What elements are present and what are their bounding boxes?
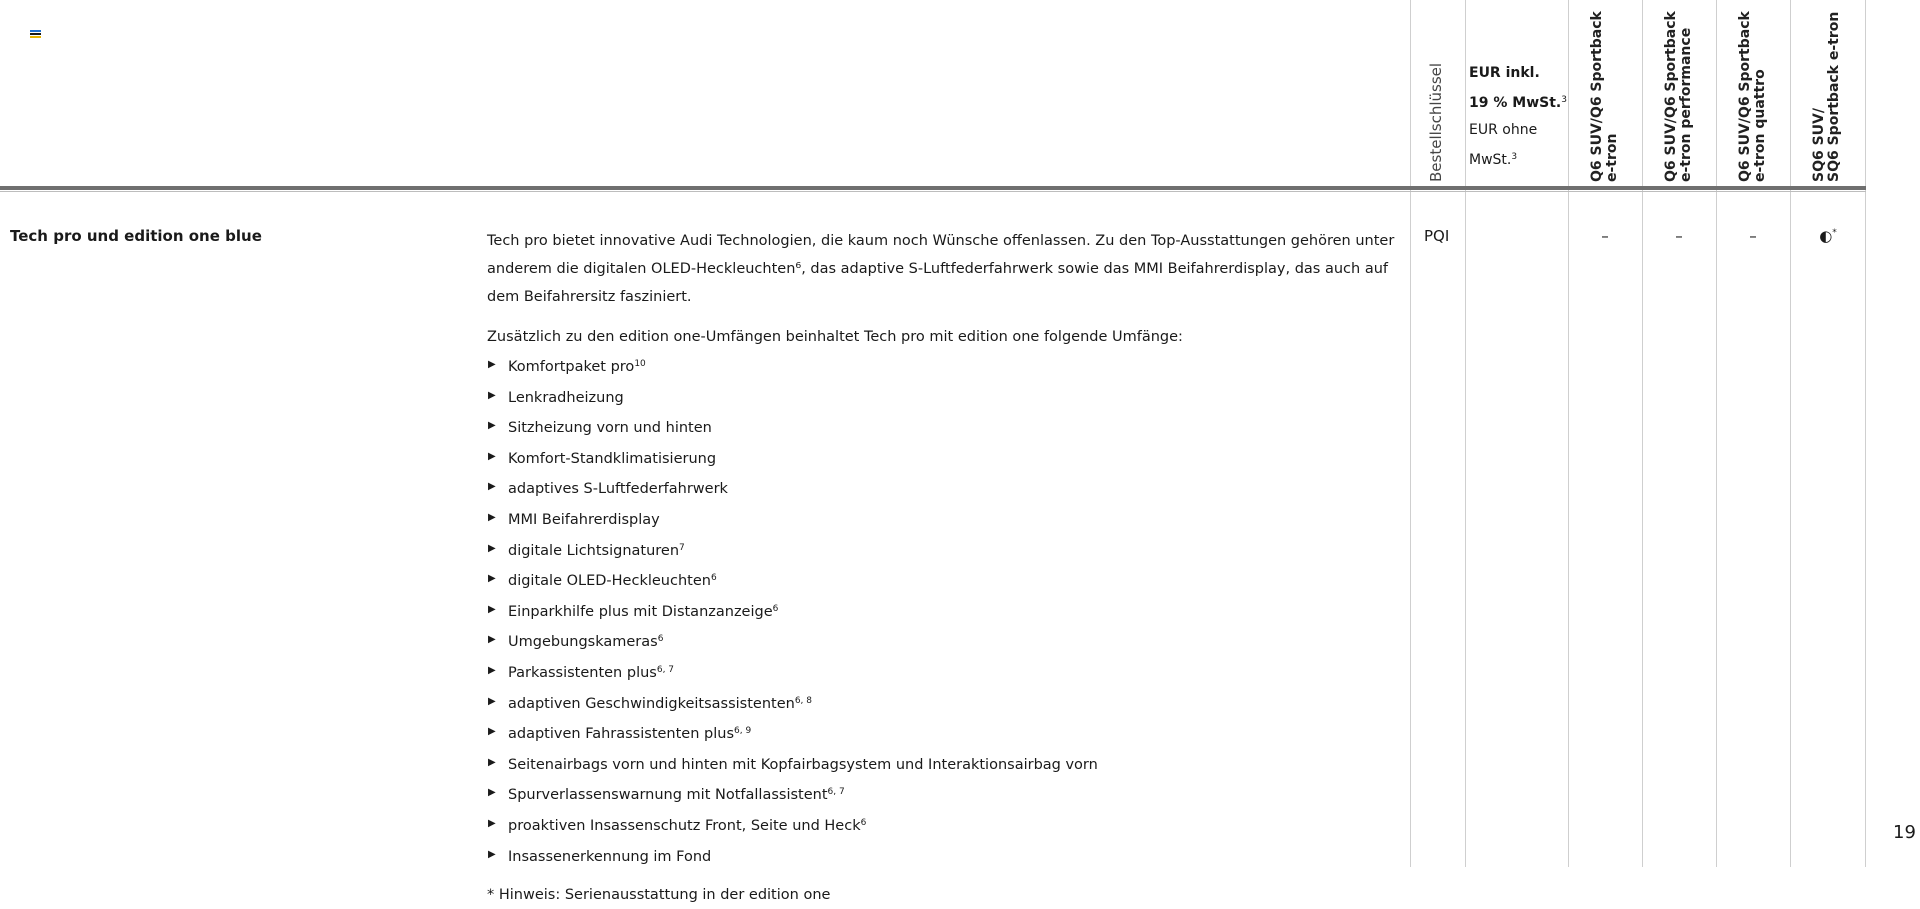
item-text: Sitzheizung vorn und hinten — [508, 420, 712, 437]
list-item — [487, 626, 1402, 657]
item-text: Parkassistenten plus — [508, 664, 657, 681]
footnote-sup: 7 — [679, 542, 685, 553]
bullet-icon: ▶ — [488, 573, 496, 585]
footnote-sup: 6, 7 — [827, 787, 845, 798]
bullet-icon: ▶ — [488, 848, 496, 860]
list-item — [487, 504, 1402, 535]
bullet-icon: ▶ — [488, 817, 496, 829]
bullet-icon: ▶ — [488, 389, 496, 401]
model-header-q6-etron — [1590, 11, 1620, 182]
column-divider — [1790, 0, 1791, 867]
item-text: digitale Lichtsignaturen — [508, 542, 680, 559]
bullet-icon: ▶ — [488, 726, 496, 738]
model-header-line: e-tron quattro — [1752, 69, 1768, 182]
footnote-sup: 3 — [1511, 152, 1518, 162]
header-rule-thin — [0, 191, 1866, 192]
item-text: Umgebungskameras — [508, 634, 658, 651]
page-number: 19 — [1893, 822, 1916, 843]
footnote-sup: 6, 9 — [734, 726, 752, 737]
list-item — [487, 810, 1402, 841]
list-item — [487, 688, 1402, 719]
list-item — [487, 412, 1402, 443]
availability-q6-quattro — [1718, 227, 1788, 245]
list-item — [487, 565, 1402, 596]
model-header-line: Q6 SUV/Q6 Sportback — [1737, 11, 1753, 182]
model-header-line: SQ6 Sportback e-tron — [1826, 11, 1842, 182]
item-text: adaptives S-Luftfederfahrwerk — [508, 481, 728, 498]
row-title: Tech pro und edition one blue — [10, 227, 262, 245]
availability-mark: – — [1675, 227, 1683, 245]
price-header — [1469, 60, 1567, 174]
order-key-header: Bestellschlüssel — [1427, 62, 1445, 182]
list-item — [487, 351, 1402, 382]
price-excl-line2: MwSt. — [1469, 152, 1512, 168]
footnote-sup: 6 — [860, 817, 867, 828]
footnote-sup: 6, 7 — [656, 664, 675, 675]
footnote-sup: 6 — [710, 573, 717, 584]
availability-q6-performance — [1644, 227, 1714, 245]
row-description — [487, 227, 1402, 909]
order-code: PQI — [1424, 227, 1450, 245]
header-rule — [0, 186, 1866, 190]
price-excl-line1: EUR ohne — [1469, 122, 1538, 138]
model-header-q6-quattro — [1738, 11, 1768, 182]
footnote-sup: 6 — [772, 603, 779, 614]
availability-q6-etron — [1570, 227, 1640, 245]
bullet-icon: ▶ — [488, 420, 496, 432]
item-text: Komfortpaket pro — [508, 359, 635, 375]
bullet-icon: ▶ — [488, 481, 496, 493]
bullet-icon: ▶ — [488, 511, 496, 523]
bullet-icon: ▶ — [488, 359, 496, 370]
bullet-icon: ▶ — [488, 603, 496, 615]
list-item — [487, 535, 1402, 566]
column-divider — [1642, 0, 1643, 867]
footnote-note: * Hinweis: Serienausstattung in der edition one — [487, 887, 831, 904]
model-header-line: e-tron performance — [1678, 27, 1694, 182]
price-incl-line1: EUR inkl. — [1469, 65, 1540, 81]
list-item — [487, 749, 1402, 780]
half-circle-icon: ◐ — [1819, 227, 1833, 245]
item-text: Seitenairbags vorn und hinten mit Kopfairbagsystem und Interaktionsairbag vorn — [508, 756, 1098, 773]
item-text: proaktiven Insassenschutz Front, Seite und Heck — [508, 817, 861, 834]
column-divider — [1568, 0, 1569, 867]
list-item — [487, 718, 1402, 749]
list-item — [487, 382, 1402, 413]
bullet-icon: ▶ — [488, 542, 496, 554]
list-item — [487, 443, 1402, 474]
item-text: Einparkhilfe plus mit Distanzanzeige — [508, 603, 773, 620]
feature-list — [487, 351, 1402, 871]
model-header-q6-performance — [1664, 11, 1694, 182]
item-text: Spurverlassenswarnung mit Notfallassistent — [508, 787, 828, 804]
column-divider — [1716, 0, 1717, 867]
item-text: adaptiven Geschwindigkeitsassistenten — [508, 695, 795, 712]
column-divider — [1865, 0, 1866, 867]
lead-text: Zusätzlich zu den edition one-Umfängen beinhaltet Tech pro mit edition one folgende Umfänge: — [487, 329, 1183, 345]
availability-sq6 — [1793, 227, 1863, 245]
footnote-sup: 6, 8 — [794, 695, 813, 706]
list-item — [487, 779, 1402, 810]
brand-logo-icon — [30, 30, 41, 40]
footnote-sup: 6 — [657, 634, 664, 645]
model-header-line: e-tron — [1604, 133, 1620, 182]
column-divider — [1410, 0, 1411, 867]
bullet-icon: ▶ — [488, 634, 496, 646]
footnote-sup: 3 — [1561, 95, 1567, 105]
bullet-icon: ▶ — [488, 450, 496, 462]
item-text: adaptiven Fahrassistenten plus — [508, 726, 734, 743]
model-header-sq6 — [1812, 12, 1842, 182]
footnote-sup: 10 — [634, 359, 646, 369]
column-divider — [1465, 0, 1466, 867]
bullet-icon: ▶ — [488, 756, 496, 768]
availability-mark: – — [1749, 227, 1757, 245]
price-incl-line2: 19 % MwSt. — [1469, 95, 1562, 111]
bullet-icon: ▶ — [488, 664, 496, 676]
intro-text: Tech pro bietet innovative Audi Technologien, die kaum noch Wünsche offenlassen. Zu den Top-Ausstattungen gehören unter anderem die digitalen OLED-Heckleuchten⁶, das adaptive S-Luftfederfahrwerk sowie das MMI Beifahrerdisplay, das auch auf dem Beifahrersitz fasziniert. — [487, 233, 1395, 305]
item-text: Komfort-Standklimatisierung — [508, 450, 717, 467]
list-item — [487, 657, 1402, 688]
model-header-line: Q6 SUV/Q6 Sportback — [1589, 11, 1605, 182]
item-text: digitale OLED-Heckleuchten — [508, 573, 711, 590]
model-header-line: Q6 SUV/Q6 Sportback — [1663, 11, 1679, 182]
item-text: MMI Beifahrerdisplay — [508, 511, 660, 528]
item-text: Insassenerkennung im Fond — [508, 848, 712, 865]
bullet-icon: ▶ — [488, 695, 496, 707]
availability-mark: – — [1601, 227, 1609, 245]
availability-sup: * — [1832, 228, 1837, 238]
model-header-line: SQ6 SUV/ — [1811, 108, 1827, 182]
bullet-icon: ▶ — [488, 787, 496, 799]
list-item — [487, 596, 1402, 627]
list-item — [487, 473, 1402, 504]
item-text: Lenkradheizung — [508, 389, 624, 406]
